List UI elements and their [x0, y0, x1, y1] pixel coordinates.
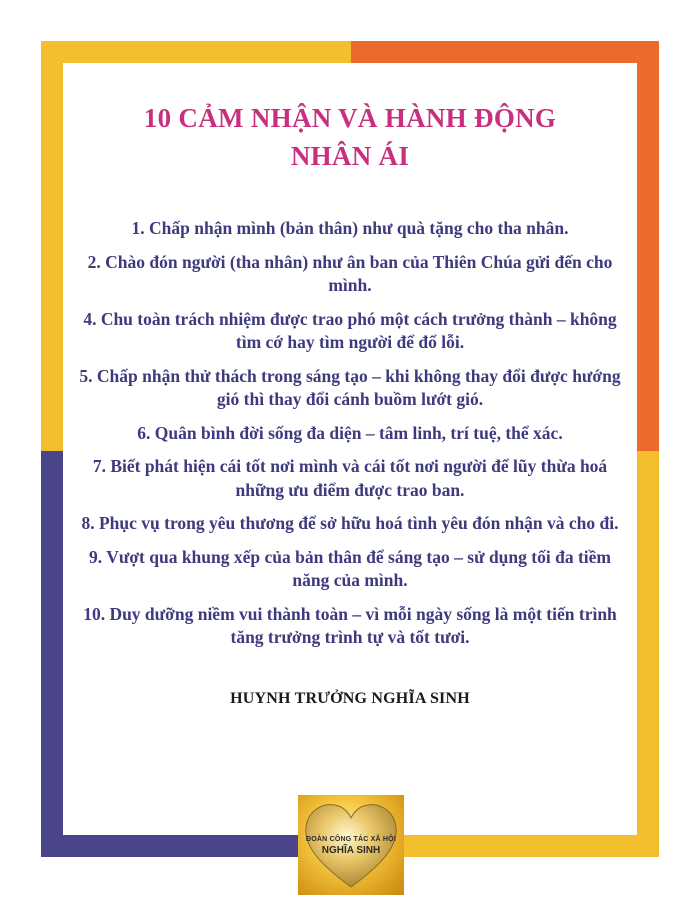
- document-body: [63, 63, 637, 835]
- frame-right-orange: [637, 41, 659, 451]
- logo-text: [306, 836, 396, 856]
- logo-line-1: ĐOÀN CÔNG TÁC XÃ HỘI: [306, 836, 396, 843]
- frame-right-yellow: [637, 451, 659, 857]
- title-line-2: NHÂN ÁI: [290, 141, 410, 171]
- list-item: 7. Biết phát hiện cái tốt nơi mình và cái tốt nơi người để lũy thừa hoá những ưu điểm được trao ban.: [92, 456, 608, 500]
- logo-line-2: NGHĨA SINH: [321, 845, 381, 856]
- organization-logo: [298, 795, 404, 895]
- frame-top-yellow: [41, 41, 351, 63]
- list-item: 8. Phục vụ trong yêu thương để sở hữu hoá tình yêu đón nhận và cho đi.: [81, 513, 619, 533]
- list-item: 5. Chấp nhận thử thách trong sáng tạo – khi không thay đổi được hướng gió thì thay đổi cánh buồm lướt gió.: [79, 365, 621, 409]
- list-item: 4. Chu toàn trách nhiệm được trao phó một cách trưởng thành – không tìm cớ hay tìm người để đổ lỗi.: [83, 308, 617, 352]
- list-item: 10. Duy dưỡng niềm vui thành toàn – vì mỗi ngày sống là một tiến trình tăng trưởng trình tự và tốt tươi.: [83, 603, 617, 647]
- frame-left-yellow: [41, 41, 63, 451]
- principles-list: [63, 217, 637, 650]
- list-item: 2. Chào đón người (tha nhân) như ân ban của Thiên Chúa gửi đến cho mình.: [87, 251, 613, 295]
- signature: HUYNH TRƯỞNG NGHĨA SINH: [230, 689, 470, 707]
- frame-top-orange: [351, 41, 659, 63]
- title-line-1: 10 CẢM NHẬN VÀ HÀNH ĐỘNG: [143, 103, 557, 133]
- list-item: 1. Chấp nhận mình (bản thân) như quà tặng cho tha nhân.: [131, 218, 569, 238]
- frame-left-purple: [41, 451, 63, 857]
- list-item: 9. Vượt qua khung xếp của bản thân để sáng tạo – sử dụng tối đa tiềm năng của mình.: [89, 546, 611, 590]
- document-title: [63, 99, 637, 175]
- list-item: 6. Quân bình đời sống đa diện – tâm linh, trí tuệ, thể xác.: [137, 422, 563, 443]
